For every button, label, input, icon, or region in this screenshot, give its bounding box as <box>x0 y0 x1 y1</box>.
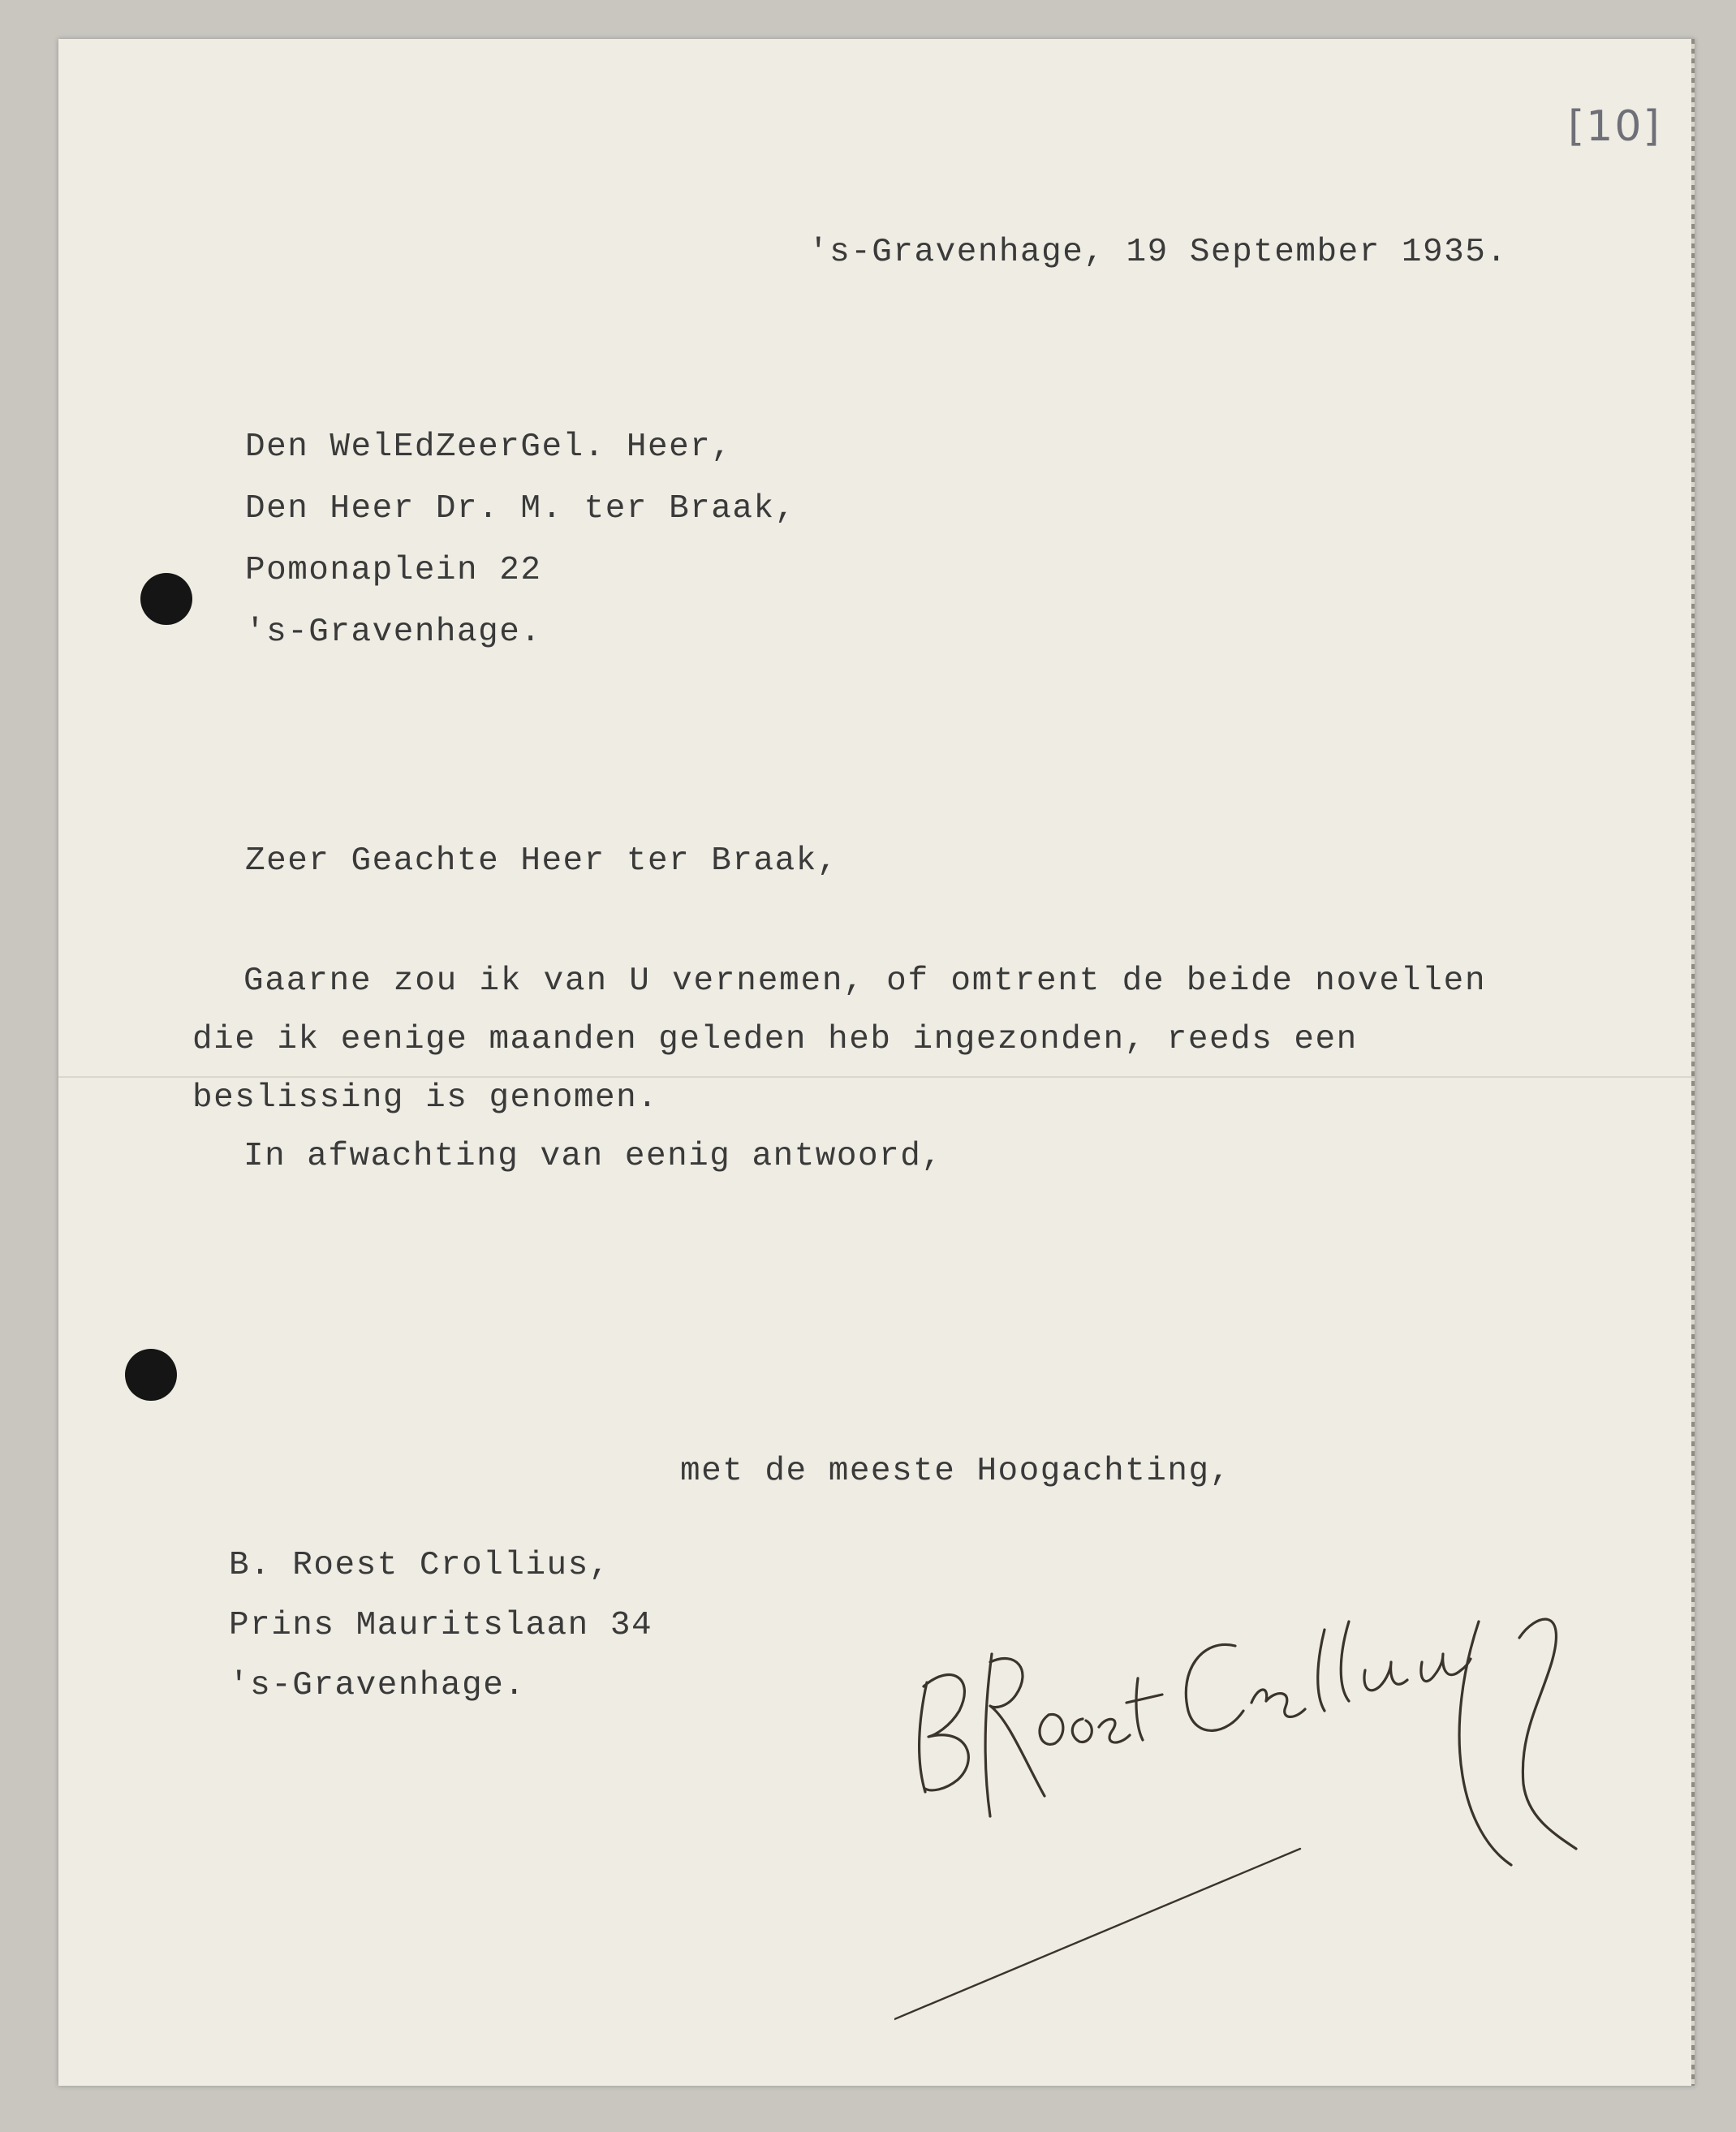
letter-sheet <box>58 39 1695 2086</box>
body-line-1: Gaarne zou ik van U vernemen, of omtrent de beide novellen <box>243 963 1487 1000</box>
sender-street: Prins Mauritslaan 34 <box>229 1607 653 1644</box>
archive-number: [10] <box>1568 102 1661 151</box>
recipient-line-3: Pomonaplein 22 <box>245 552 542 589</box>
salutation: Zeer Geachte Heer ter Braak, <box>245 842 838 880</box>
date-line: 's-Gravenhage, 19 September 1935. <box>808 234 1508 271</box>
fold-line <box>58 1076 1695 1078</box>
sheet-torn-edge <box>1691 39 1695 2086</box>
handwritten-signature <box>894 1605 1592 2027</box>
body-line-2: die ik eenige maanden geleden heb ingezonden, reeds een <box>192 1021 1358 1058</box>
closing: met de meeste Hoogachting, <box>680 1453 1231 1490</box>
recipient-line-2: Den Heer Dr. M. ter Braak, <box>245 490 796 528</box>
sender-city: 's-Gravenhage. <box>229 1667 526 1704</box>
punch-hole-lower <box>125 1349 177 1401</box>
recipient-line-1: Den WelEdZeerGel. Heer, <box>245 429 733 466</box>
recipient-line-4: 's-Gravenhage. <box>245 614 542 651</box>
body-line-4: In afwachting van eenig antwoord, <box>243 1138 943 1175</box>
body-line-3: beslissing is genomen. <box>192 1079 659 1117</box>
sender-name: B. Roest Crollius, <box>229 1547 610 1584</box>
punch-hole-upper <box>140 573 192 625</box>
